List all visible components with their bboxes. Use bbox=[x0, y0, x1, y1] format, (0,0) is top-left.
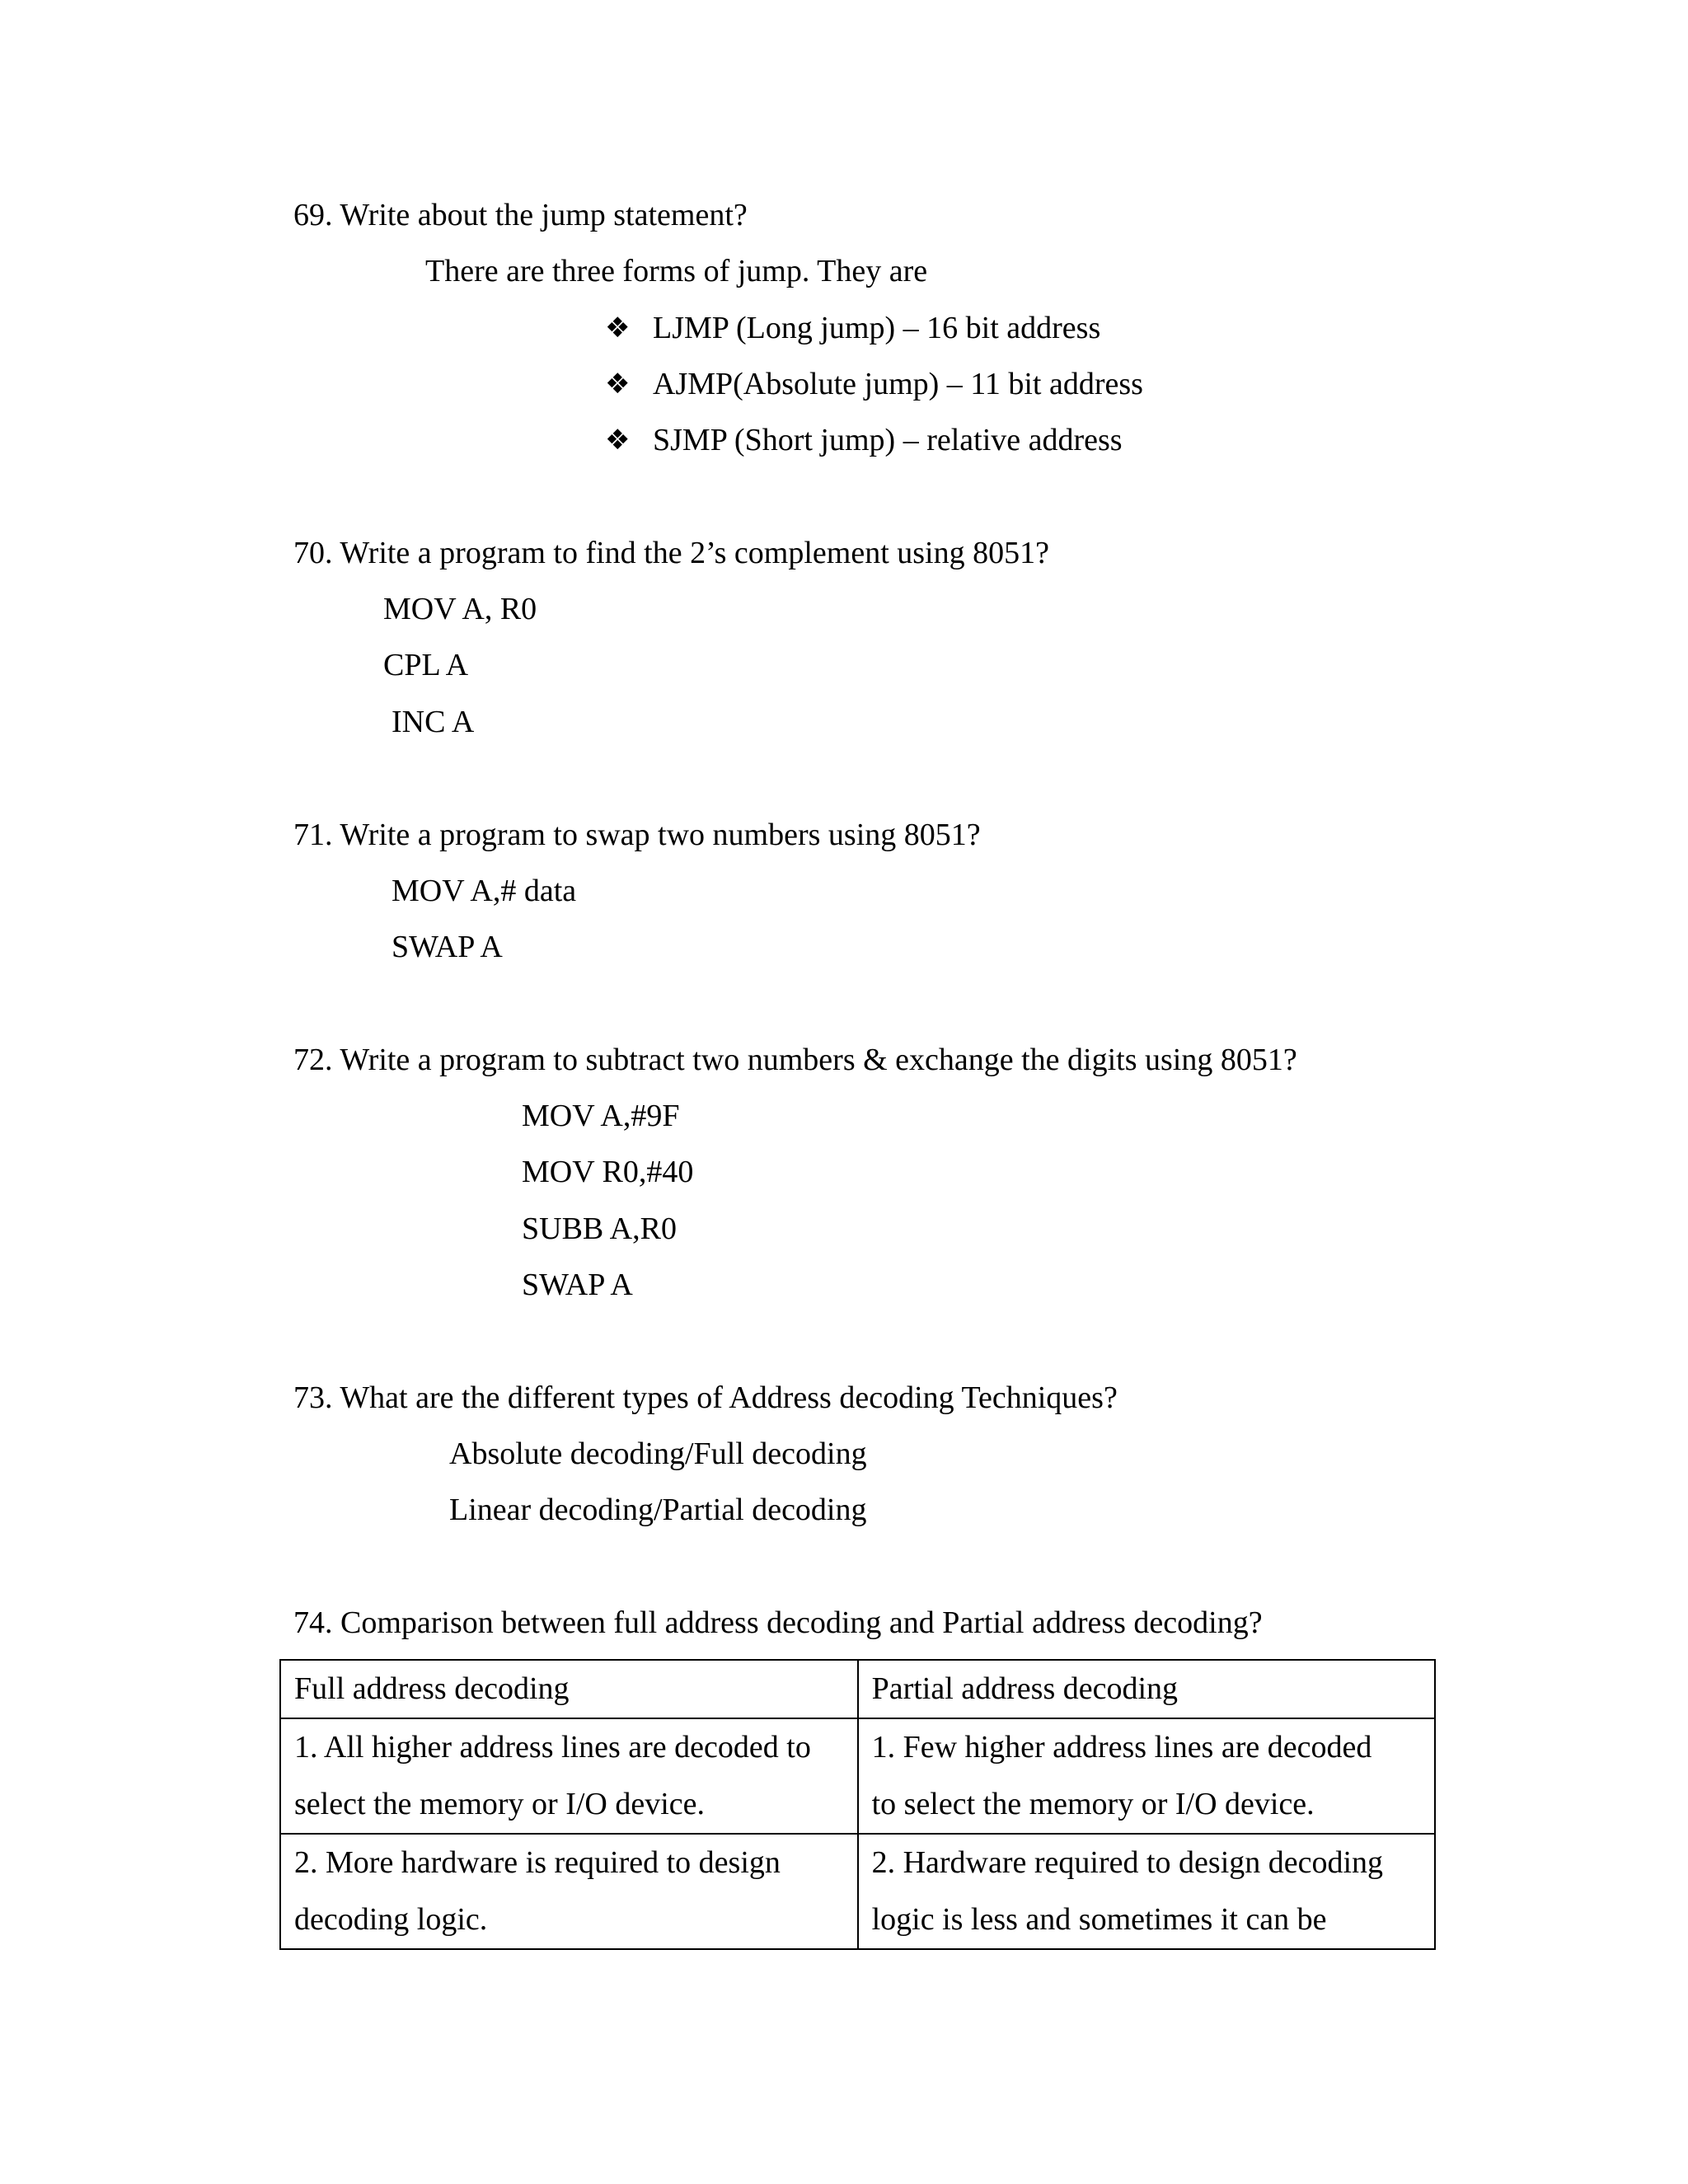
cell-text-line: select the memory or I/O device. bbox=[294, 1787, 706, 1821]
question-70: 70. Write a program to find the 2’s complement using 8051? bbox=[293, 536, 1049, 570]
diamond-bullet-icon: ❖ bbox=[605, 424, 631, 457]
cell-text-line: 2. Hardware required to design decoding bbox=[871, 1845, 1384, 1880]
question-74: 74. Comparison between full address decoding and Partial address decoding? bbox=[293, 1605, 1263, 1640]
q69-item: AJMP(Absolute jump) – 11 bit address bbox=[653, 367, 1143, 401]
q69-intro: There are three forms of jump. They are bbox=[425, 254, 928, 288]
table-cell-full bbox=[280, 1834, 858, 1949]
question-73: 73. What are the different types of Address decoding Techniques? bbox=[293, 1380, 1118, 1415]
cell-text-line: decoding logic. bbox=[294, 1902, 488, 1937]
diamond-bullet-icon: ❖ bbox=[605, 368, 631, 401]
cell-text-line: to select the memory or I/O device. bbox=[871, 1787, 1315, 1821]
q70-code-line: CPL A bbox=[383, 648, 469, 682]
q71-code-line: MOV A,# data bbox=[392, 874, 577, 908]
table-cell-partial bbox=[858, 1718, 1435, 1834]
cell-text-line: 2. More hardware is required to design bbox=[294, 1845, 781, 1880]
table-row bbox=[280, 1834, 1435, 1949]
question-71: 71. Write a program to swap two numbers using 8051? bbox=[293, 818, 981, 852]
question-72: 72. Write a program to subtract two numbers & exchange the digits using 8051? bbox=[293, 1043, 1297, 1077]
diamond-bullet-icon: ❖ bbox=[605, 312, 631, 344]
q69-item: LJMP (Long jump) – 16 bit address bbox=[653, 311, 1101, 345]
q71-code-line: SWAP A bbox=[392, 930, 503, 964]
table-cell-partial bbox=[858, 1834, 1435, 1949]
cell-text-line: 1. All higher address lines are decoded to bbox=[294, 1730, 811, 1765]
q72-code-line: SUBB A,R0 bbox=[522, 1212, 677, 1246]
q69-item: SJMP (Short jump) – relative address bbox=[653, 423, 1123, 457]
q72-code-line: SWAP A bbox=[522, 1268, 633, 1302]
table-row bbox=[280, 1718, 1435, 1834]
q70-code-line: MOV A, R0 bbox=[383, 592, 537, 626]
cell-text-line: 1. Few higher address lines are decoded bbox=[871, 1730, 1372, 1765]
question-69: 69. Write about the jump statement? bbox=[293, 198, 748, 232]
q73-answer: Absolute decoding/Full decoding bbox=[449, 1436, 867, 1471]
table-header-row bbox=[280, 1660, 1435, 1718]
cell-text-line: logic is less and sometimes it can be bbox=[871, 1902, 1327, 1937]
table-cell-full bbox=[280, 1718, 858, 1834]
q70-code-line: INC A bbox=[392, 705, 475, 739]
table-header-partial: Partial address decoding bbox=[858, 1660, 1435, 1718]
table-header-full: Full address decoding bbox=[280, 1660, 858, 1718]
q72-code-line: MOV A,#9F bbox=[522, 1099, 680, 1133]
q72-code-line: MOV R0,#40 bbox=[522, 1155, 694, 1189]
comparison-table bbox=[279, 1659, 1436, 1950]
q73-answer: Linear decoding/Partial decoding bbox=[449, 1493, 867, 1527]
